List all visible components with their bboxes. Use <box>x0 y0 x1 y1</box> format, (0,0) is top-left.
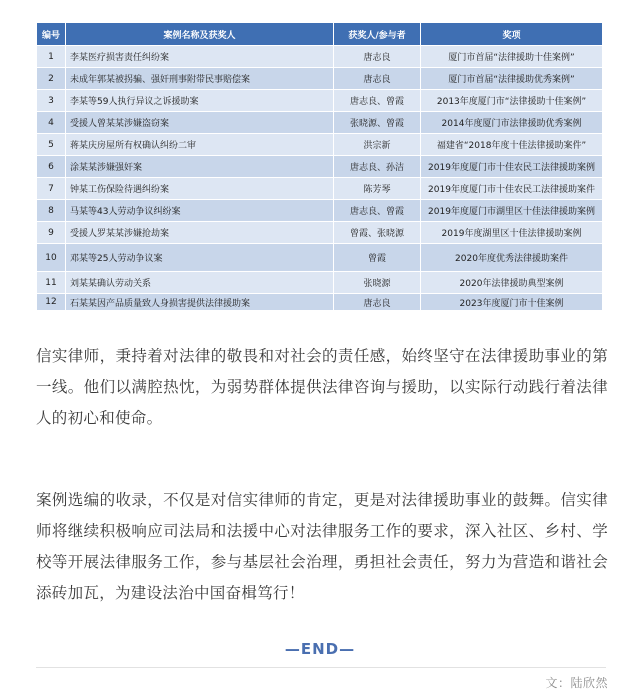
header-winner: 获奖人/参与者 <box>334 23 421 46</box>
cell-case: 马某等43人劳动争议纠纷案 <box>66 200 334 222</box>
cell-award: 2020年法律援助典型案例 <box>421 272 603 294</box>
table-row <box>37 134 603 156</box>
cell-award: 2019年度厦门市十佳农民工法律援助案例 <box>421 156 603 178</box>
cell-case: 受援人曾某某涉嫌盗窃案 <box>66 112 334 134</box>
cell-winner: 唐志良 <box>334 46 421 68</box>
cell-number: 1 <box>37 46 66 68</box>
cell-case: 石某某因产品质量致人身损害提供法律援助案 <box>66 294 334 311</box>
cell-number: 10 <box>37 244 66 272</box>
cell-award: 2019年度厦门市十佳农民工法律援助案件 <box>421 178 603 200</box>
cell-winner: 张晓源、曾霞 <box>334 112 421 134</box>
cell-award: 厦门市首届“法律援助十佳案例” <box>421 46 603 68</box>
cell-award: 2019年度厦门市湖里区十佳法律援助案例 <box>421 200 603 222</box>
cell-award: 2014年度厦门市法律援助优秀案例 <box>421 112 603 134</box>
cell-number: 6 <box>37 156 66 178</box>
header-case: 案例名称及获奖人 <box>66 23 334 46</box>
cell-case: 涂某某涉嫌强奸案 <box>66 156 334 178</box>
cell-winner: 张晓源 <box>334 272 421 294</box>
cell-winner: 曾霞 <box>334 244 421 272</box>
cell-number: 12 <box>37 294 66 311</box>
cell-winner: 曾霞、张晓源 <box>334 222 421 244</box>
cell-case: 钟某工伤保险待遇纠纷案 <box>66 178 334 200</box>
cell-case: 蒋某庆房屋所有权确认纠纷二审 <box>66 134 334 156</box>
paragraph-1: 信实律师，秉持着对法律的敬畏和对社会的责任感，始终坚守在法律援助事业的第一线。他们以满腔热忱，为弱势群体提供法律咨询与援助，以实际行动践行着法律人的初心和使命。 <box>36 347 608 427</box>
cell-winner: 唐志良、孙洁 <box>334 156 421 178</box>
cell-number: 4 <box>37 112 66 134</box>
cell-case: 刘某某确认劳动关系 <box>66 272 334 294</box>
cell-award: 福建省“2018年度十佳法律援助案件” <box>421 134 603 156</box>
table-row <box>37 178 603 200</box>
table-row <box>37 68 603 90</box>
table-row <box>37 244 603 272</box>
header-award: 奖项 <box>421 23 603 46</box>
cell-award: 2019年度湖里区十佳法律援助案例 <box>421 222 603 244</box>
cell-winner: 洪宗新 <box>334 134 421 156</box>
header-number: 编号 <box>37 23 66 46</box>
divider <box>36 667 606 668</box>
table-body <box>37 46 603 311</box>
cell-winner: 唐志良、曾霞 <box>334 90 421 112</box>
table-row <box>37 112 603 134</box>
table-row <box>37 200 603 222</box>
cell-award: 2023年度厦门市十佳案例 <box>421 294 603 311</box>
cell-number: 5 <box>37 134 66 156</box>
table-header-row <box>37 23 603 46</box>
cell-winner: 唐志良 <box>334 294 421 311</box>
cell-case: 未成年郭某被拐骗、强奸刑事附带民事赔偿案 <box>66 68 334 90</box>
author-credit: 文：陆欣然 <box>545 676 608 690</box>
cell-number: 8 <box>37 200 66 222</box>
end-mark: —END— <box>284 640 356 658</box>
cell-winner: 陈芳琴 <box>334 178 421 200</box>
awards-table <box>36 22 603 311</box>
cell-number: 7 <box>37 178 66 200</box>
cell-case: 邓某等25人劳动争议案 <box>66 244 334 272</box>
table-row <box>37 294 603 311</box>
table-row <box>37 156 603 178</box>
cell-number: 9 <box>37 222 66 244</box>
cell-case: 李某等59人执行异议之诉援助案 <box>66 90 334 112</box>
cell-number: 2 <box>37 68 66 90</box>
cell-case: 李某医疗损害责任纠纷案 <box>66 46 334 68</box>
cell-winner: 唐志良 <box>334 68 421 90</box>
table-row <box>37 222 603 244</box>
paragraph-2: 案例选编的收录，不仅是对信实律师的肯定，更是对法律援助事业的鼓舞。信实律师将继续积极响应司法局和法援中心对法律服务工作的要求，深入社区、乡村、学校等开展法律服务工作，参与基层社会治理，勇担社会责任，努力为营造和谐社会添砖加瓦，为建设法治中国奋楫笃行！ <box>36 491 608 602</box>
table-row <box>37 46 603 68</box>
cell-winner: 唐志良、曾霞 <box>334 200 421 222</box>
cell-number: 11 <box>37 272 66 294</box>
cell-award: 2013年度厦门市“法律援助十佳案例” <box>421 90 603 112</box>
cell-award: 2020年度优秀法律援助案件 <box>421 244 603 272</box>
table-row <box>37 272 603 294</box>
cell-award: 厦门市首届“法律援助优秀案例” <box>421 68 603 90</box>
table-row <box>37 90 603 112</box>
cell-case: 受援人罗某某涉嫌抢劫案 <box>66 222 334 244</box>
cell-number: 3 <box>37 90 66 112</box>
